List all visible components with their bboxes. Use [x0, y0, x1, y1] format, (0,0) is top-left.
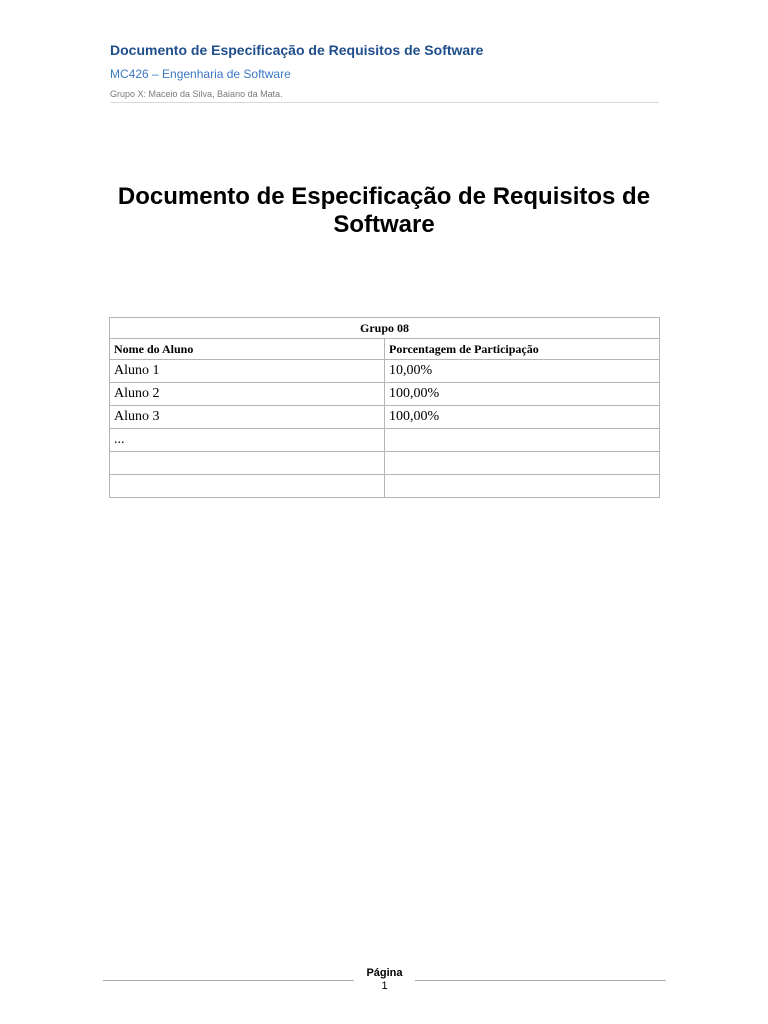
column-header-percentage: Porcentagem de Participação — [385, 339, 660, 360]
participation-cell — [385, 429, 660, 452]
page-label: Página — [366, 967, 403, 979]
table-row — [110, 406, 660, 429]
column-header-name: Nome do Aluno — [110, 339, 385, 360]
table-header-row — [110, 339, 660, 360]
student-name-cell — [110, 475, 385, 498]
student-name-cell: ... — [110, 429, 385, 452]
header-group-members: Grupo X: Maceio da Silva, Baiano da Mata. — [110, 89, 659, 103]
student-name-cell: Aluno 3 — [110, 406, 385, 429]
participation-cell: 100,00% — [385, 383, 660, 406]
table-row — [110, 475, 660, 498]
participation-table — [109, 317, 660, 498]
student-name-cell: Aluno 1 — [110, 360, 385, 383]
table-row — [110, 429, 660, 452]
participation-cell — [385, 475, 660, 498]
table-group-label: Grupo 08 — [110, 318, 660, 339]
participation-cell: 10,00% — [385, 360, 660, 383]
footer-divider-left — [103, 980, 354, 981]
student-name-cell — [110, 452, 385, 475]
page-header — [110, 41, 659, 103]
header-title: Documento de Especificação de Requisitos de Software — [110, 42, 484, 58]
student-name-cell: Aluno 2 — [110, 383, 385, 406]
table-row — [110, 360, 660, 383]
page-footer — [103, 966, 666, 996]
header-course: MC426 – Engenharia de Software — [110, 67, 291, 81]
table-group-row — [110, 318, 660, 339]
participation-cell: 100,00% — [385, 406, 660, 429]
document-title: Documento de Especificação de Requisitos de Software — [117, 183, 651, 238]
participation-cell — [385, 452, 660, 475]
page-number-value: 1 — [381, 980, 388, 992]
table-row — [110, 452, 660, 475]
footer-divider-right — [415, 980, 666, 981]
table-row — [110, 383, 660, 406]
page-number — [354, 967, 415, 993]
